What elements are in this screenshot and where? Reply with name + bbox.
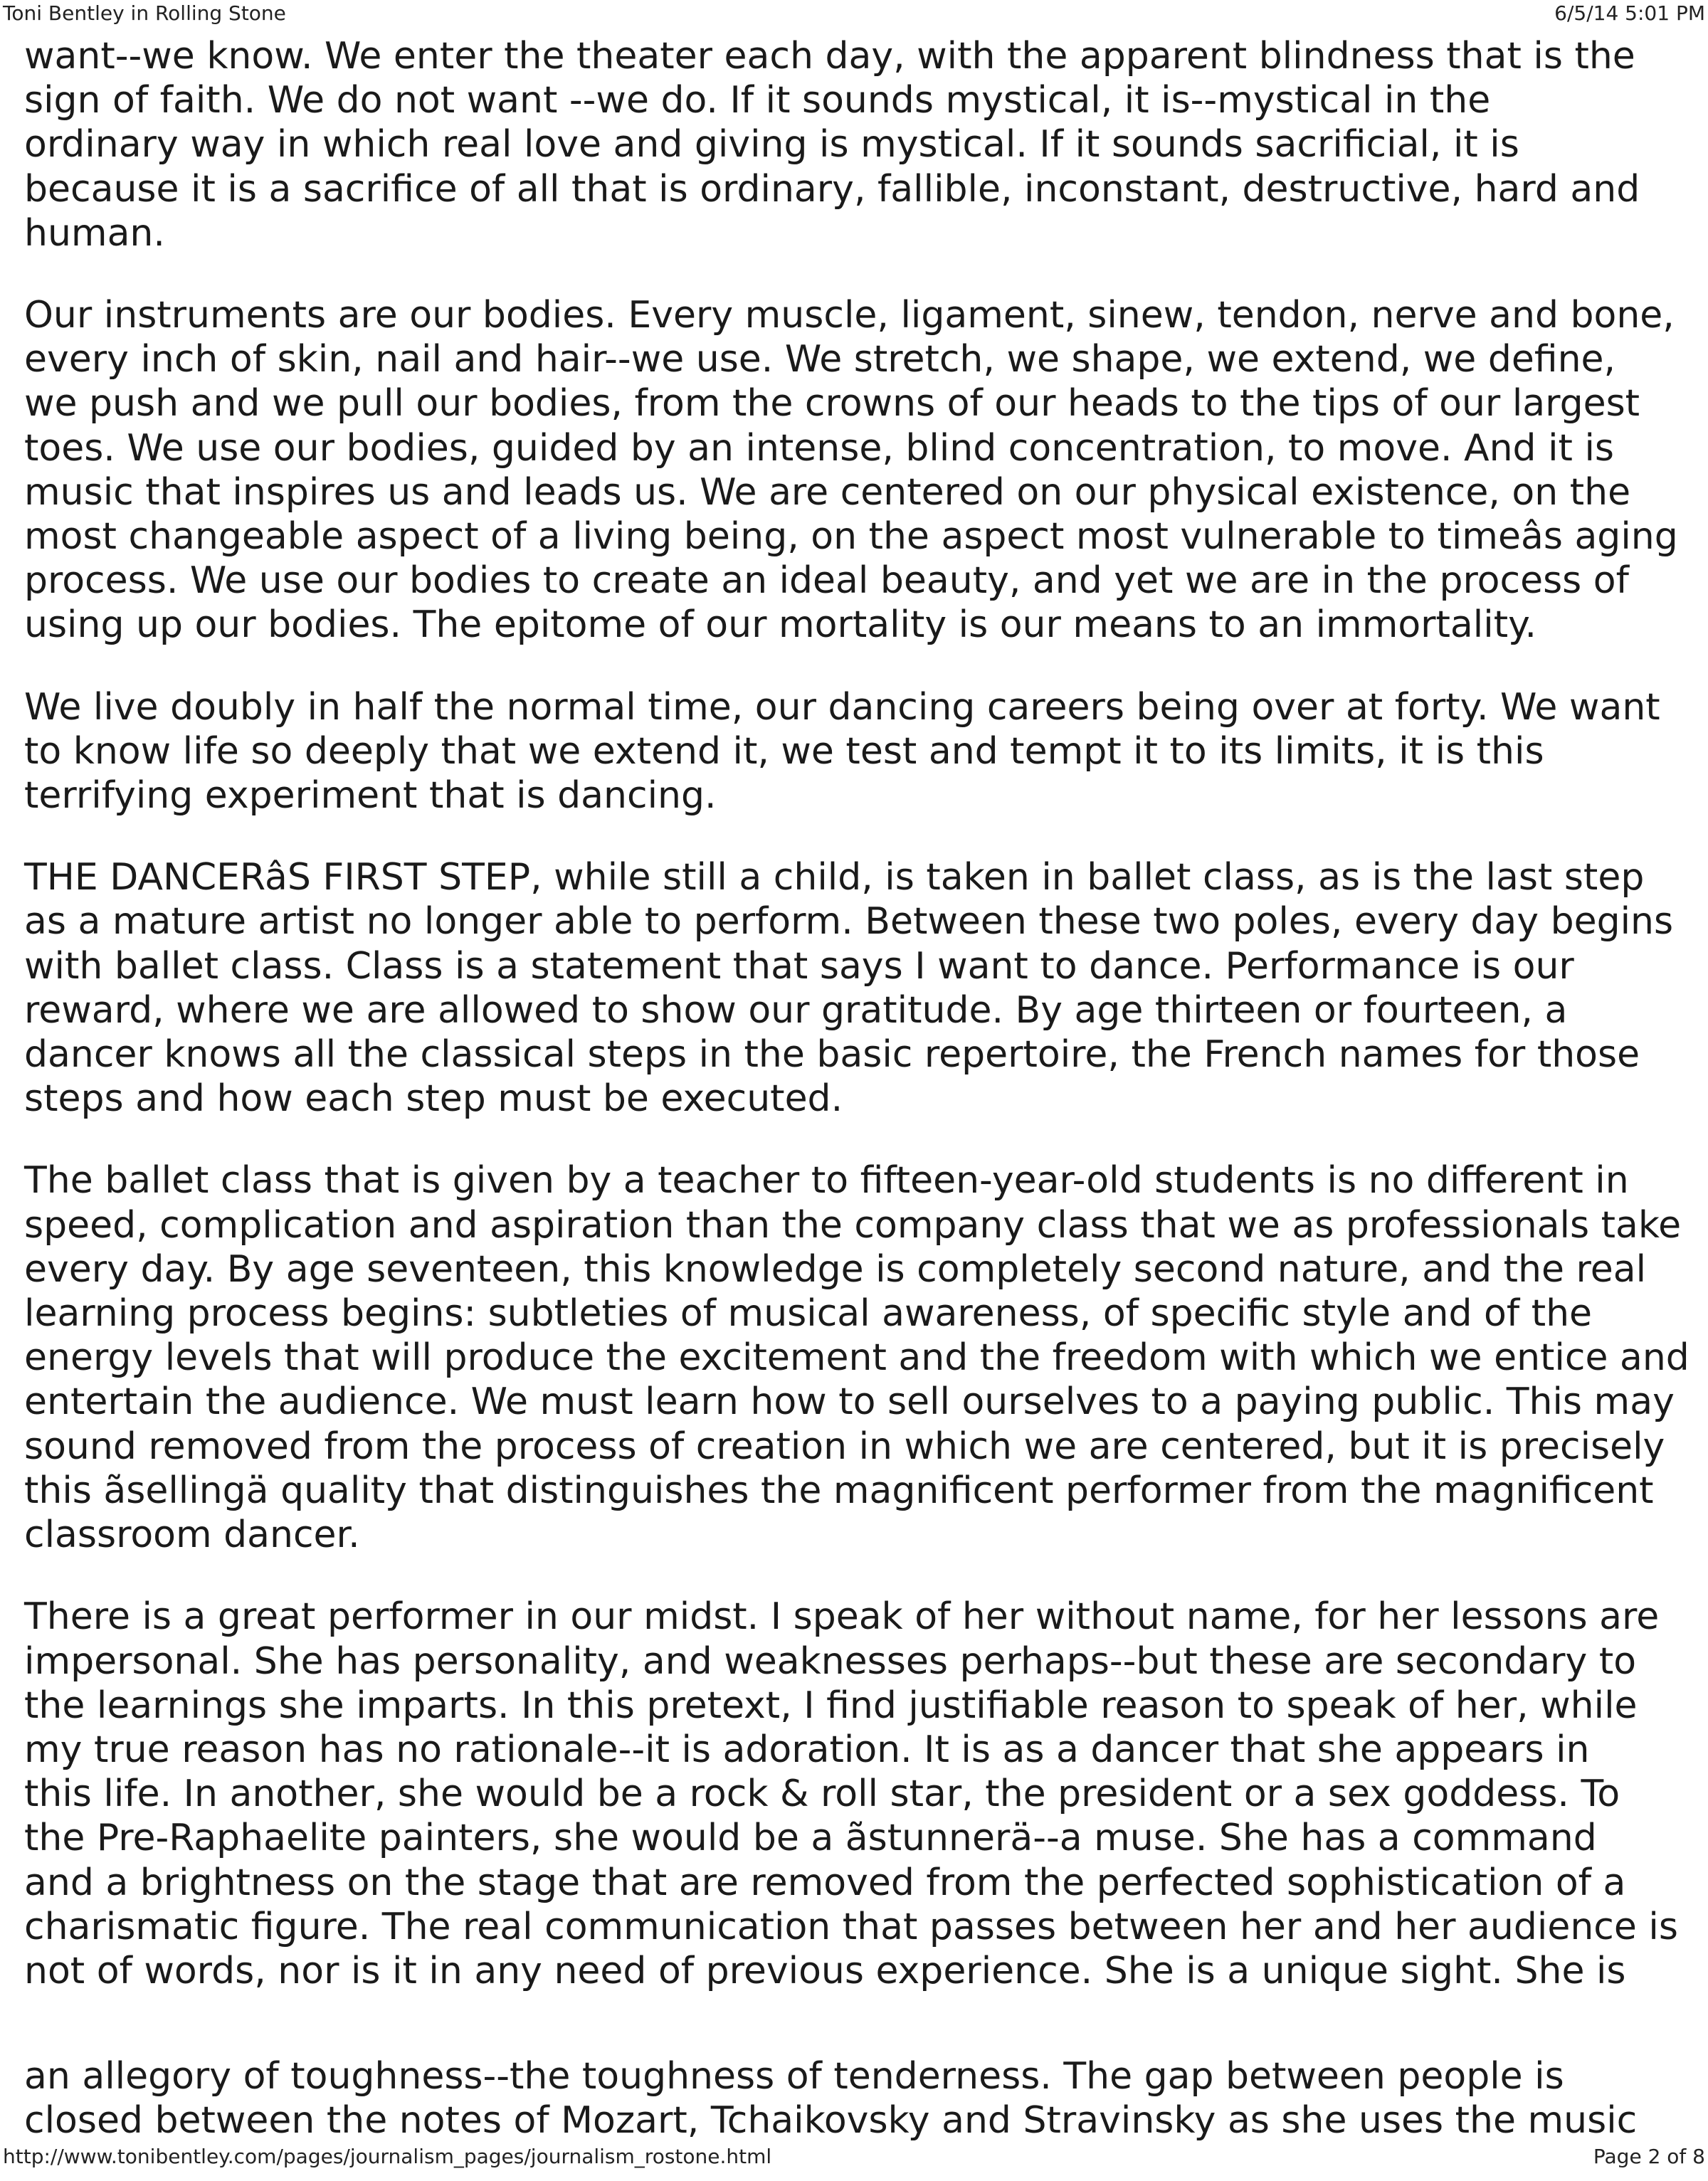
paragraph-line: ordinary way in which real love and giving is mystical. If it sounds sacrificial, it is [24,123,1519,167]
paragraph-line: because it is a sacrifice of all that is ordinary, fallible, inconstant, destructive, hard and [24,167,1640,211]
paragraph-line: reward, where we are allowed to show our gratitude. By age thirteen or fourteen, a [24,988,1568,1032]
article-paragraph [24,34,1708,255]
print-footer [0,2143,1708,2176]
paragraph-line: we push and we pull our bodies, from the crowns of our heads to the tips of our largest [24,382,1640,426]
paragraph-line: my true reason has no rationale--it is adoration. It is as a dancer that she appears in [24,1728,1590,1771]
paragraph-line: and a brightness on the stage that are removed from the perfected sophistication of a [24,1861,1626,1904]
paragraph-line: music that inspires us and leads us. We are centered on our physical existence, on the [24,470,1631,514]
article-paragraph [24,1158,1708,1557]
page-number: Page 2 of 8 [1593,2145,1705,2168]
article-body [24,34,1708,2181]
paragraph-line: human. [24,211,165,255]
paragraph-line: learning process begins: subtleties of musical awareness, of specific style and of the [24,1292,1593,1336]
article-paragraph [24,293,1708,648]
paragraph-line: steps and how each step must be executed. [24,1077,843,1121]
paragraph-line: sign of faith. We do not want --we do. If it sounds mystical, it is--mystical in the [24,79,1491,122]
paragraph-line: impersonal. She has personality, and weaknesses perhaps--but these are secondary to [24,1639,1637,1683]
paragraph-line: classroom dancer. [24,1514,360,1557]
article-paragraph [24,1595,1708,1993]
paragraph-line: process. We use our bodies to create an ideal beauty, and yet we are in the process of [24,559,1629,603]
paragraph-line: THE DANCERâS FIRST STEP, while still a child, is taken in ballet class, as is the last step [24,856,1645,899]
paragraph-line: as a mature artist no longer able to perform. Between these two poles, every day begins [24,900,1674,944]
paragraph-line: The ballet class that is given by a teacher to fifteen-year-old students is no different in [24,1159,1629,1203]
paragraph-line: closed between the notes of Mozart, Tchaikovsky and Stravinsky as she uses the music [24,2099,1638,2143]
page-content [0,35,1708,2143]
paragraph-line: an allegory of toughness--the toughness of tenderness. The gap between people is [24,2055,1564,2098]
paragraph-line: this life. In another, she would be a rock & roll star, the president or a sex goddess. To [24,1773,1620,1816]
paragraph-line: entertain the audience. We must learn how to sell ourselves to a paying public. This may [24,1380,1675,1424]
paragraph-line: We live doubly in half the normal time, our dancing careers being over at forty. We want [24,685,1660,729]
paragraph-line: energy levels that will produce the excitement and the freedom with which we entice and [24,1336,1689,1380]
paragraph-line: every inch of skin, nail and hair--we use. We stretch, we shape, we extend, we define, [24,338,1616,381]
paragraph-line: dancer knows all the classical steps in the basic repertoire, the French names for those [24,1033,1640,1077]
paragraph-line: toes. We use our bodies, guided by an intense, blind concentration, to move. And it is [24,426,1614,470]
paragraph-line: Our instruments are our bodies. Every muscle, ligament, sinew, tendon, nerve and bone, [24,294,1675,337]
paragraph-line: the Pre-Raphaelite painters, she would be a ãstunnerä--a muse. She has a command [24,1817,1597,1860]
print-datetime: 6/5/14 5:01 PM [1554,1,1705,25]
article-paragraph [24,685,1708,818]
print-header [0,0,1708,28]
document-title: Toni Bentley in Rolling Stone [3,1,286,25]
paragraph-line: terrifying experiment that is dancing. [24,774,717,818]
paragraph-line: want--we know. We enter the theater each day, with the apparent blindness that is the [24,35,1635,78]
paragraph-line: every day. By age seventeen, this knowledge is completely second nature, and the real [24,1247,1647,1291]
article-paragraph [24,855,1708,1121]
paragraph-line: the learnings she imparts. In this pretext, I find justifiable reason to speak of her, while [24,1684,1638,1727]
paragraph-line: not of words, nor is it in any need of previous experience. She is a unique sight. She is [24,1949,1626,1992]
paragraph-line: speed, complication and aspiration than the company class that we as professionals take [24,1203,1682,1247]
paragraph-line: to know life so deeply that we extend it, we test and tempt it to its limits, it is this [24,729,1544,773]
paragraph-line: with ballet class. Class is a statement that says I want to dance. Performance is our [24,944,1574,988]
paragraph-line: this ãsellingä quality that distinguishes the magnificent performer from the magnificent [24,1469,1654,1512]
paragraph-line: using up our bodies. The epitome of our mortality is our means to an immortality. [24,603,1536,647]
paragraph-line: There is a great performer in our midst. I speak of her without name, for her lessons are [24,1595,1660,1639]
article-paragraph [24,2054,1708,2143]
page-url: http://www.tonibentley.com/pages/journalism_pages/journalism_rostone.html [3,2145,772,2168]
paragraph-line: charismatic figure. The real communication that passes between her and her audience is [24,1905,1678,1948]
paragraph-line: most changeable aspect of a living being, on the aspect most vulnerable to timeâs aging [24,515,1678,559]
paragraph-line: sound removed from the process of creation in which we are centered, but it is precisely [24,1425,1665,1468]
